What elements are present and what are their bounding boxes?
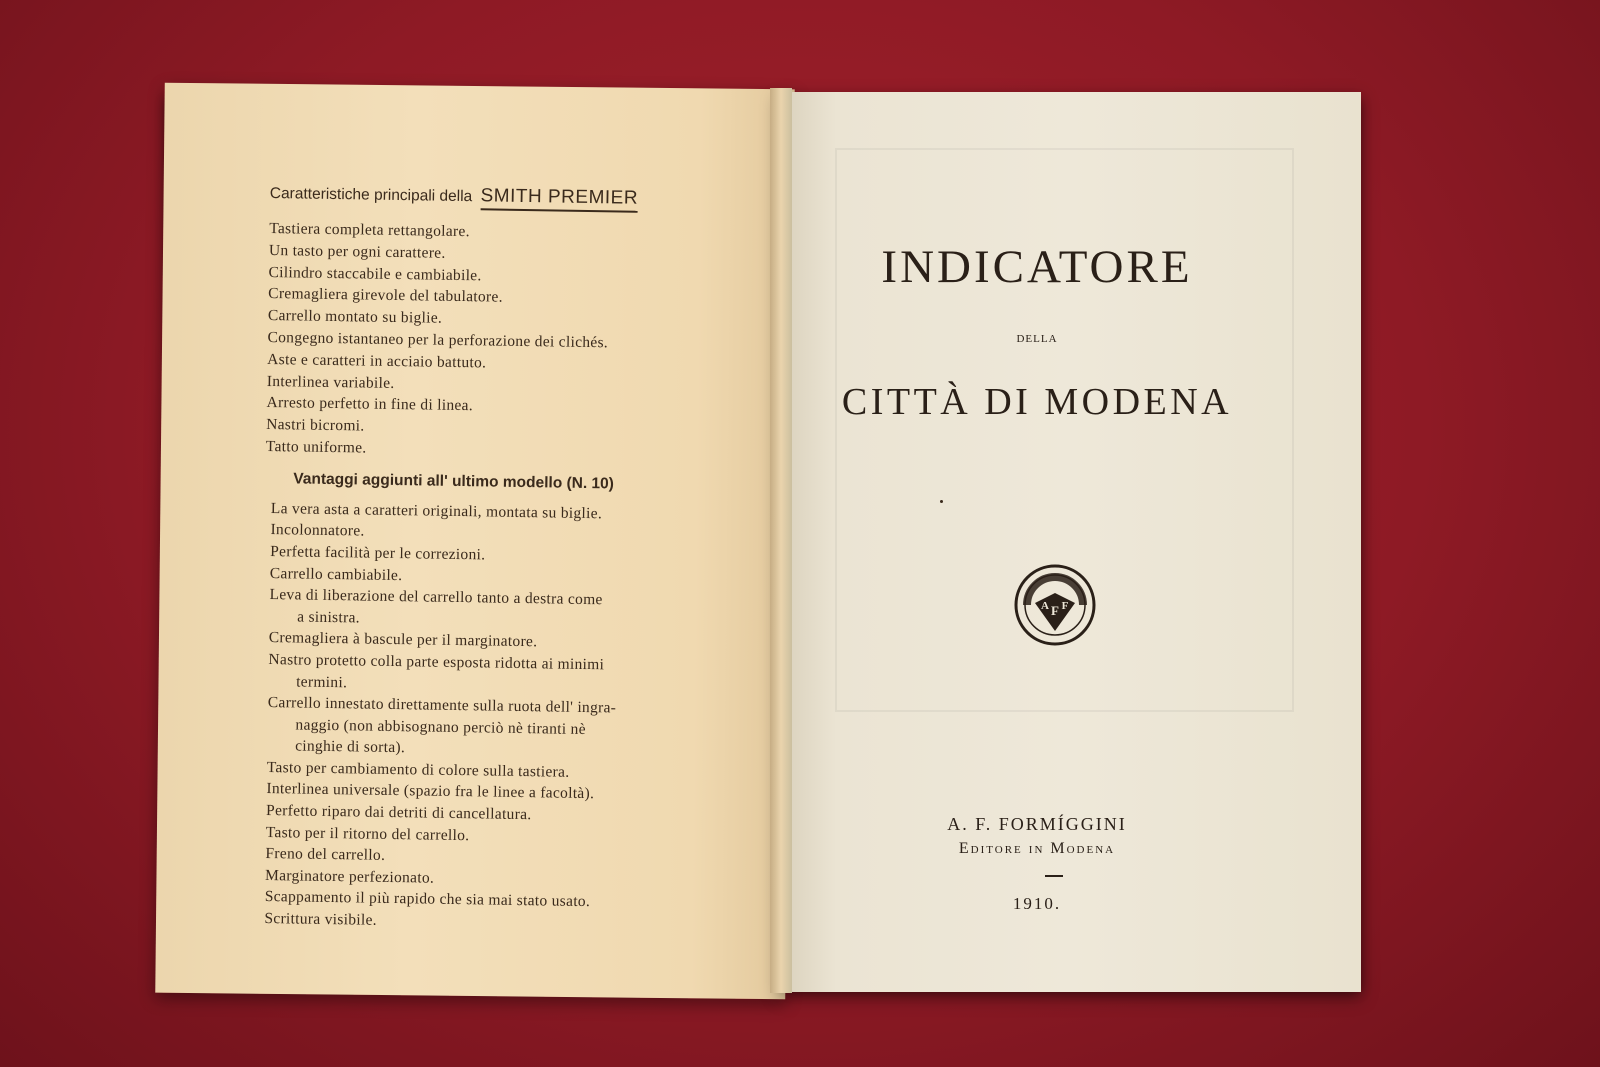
list-item-text: Tasto per il ritorno del carrello. [265,823,470,844]
list-item: Aste e caratteri in acciaio battuto. [267,350,487,372]
list-item: Congegno istantaneo per la perforazione dei clichés. [267,328,609,352]
list-item-text: Tasto per cambiamento di colore sulla tastiera. [266,758,570,781]
heading-brand: SMITH PREMIER [480,185,638,212]
publisher-location: Editore in Modena [958,840,1116,857]
list-item-text: Nastro protetto colla parte esposta ridotta ai minimi [268,650,605,674]
list-item: Tastiera completa rettangolare. [269,219,470,241]
list-item: Un tasto per ogni carattere. [268,241,446,262]
list-item-text: Incolonnatore. [270,521,365,540]
list-item: Arresto perfetto in fine di linea. [266,394,474,415]
advantages-heading: Vantaggi aggiunti all' ultimo modello (N. 10) [293,470,615,493]
list-item [261,692,732,743]
title-city: CITTÀ DI MODENA [841,381,1233,423]
list-item-continuation: termini. [296,672,348,691]
list-item: Cilindro staccabile e cambiabile. [268,263,482,284]
book-title: INDICATORE [881,241,1193,293]
title-rule [1045,875,1063,877]
publisher-emblem-icon [1013,563,1097,647]
list-item-text: Scrittura visibile. [264,910,378,929]
list-item: Carrello montato su biglie. [267,307,443,327]
heading-prefix: Caratteristiche principali della [269,184,473,206]
list-item-text: Cremagliera à bascule per il marginatore. [268,629,538,651]
list-item-text: Carrello innestato direttamente sulla ruota dell' ingra- [267,694,617,717]
left-page-text [258,182,740,937]
list-item: Interlinea variabile. [266,372,395,392]
list-item: Nastri bicromi. [266,416,365,435]
feature-list [266,218,740,465]
list-item-continuation: naggio (non abbisognano perciò nè tiranti nè [295,716,586,738]
ink-dot [940,500,943,503]
list-item-text: Carrello cambiabile. [269,564,403,584]
list-item-text: Scappamento il più rapido che sia mai stato usato. [264,888,591,911]
advantages-list [258,498,735,937]
title-della: DELLA [1016,333,1058,345]
list-item-text: Interlinea universale (spazio fra le linee a facoltà). [266,780,595,803]
list-item-text: Marginatore perfezionato. [264,866,435,887]
svg-text:F: F [1061,600,1069,612]
book-gutter [770,88,792,993]
list-item-text: Perfetto riparo dai detriti di cancellatura. [265,802,532,824]
publisher-name: A. F. FORMÍGGINI [947,814,1127,834]
list-item [263,584,734,635]
list-item-text: Perfetta facilità per le correzioni. [270,543,486,564]
list-item-text: Leva di liberazione del carrello tanto a destra come [269,586,603,609]
list-item [262,649,733,700]
list-item-continuation: cinghie di sorta). [295,737,406,757]
list-item-text: La vera asta a caratteri originali, montata su biglie. [270,499,603,523]
list-item: Cremagliera girevole del tabulatore. [268,285,503,307]
list-item: Tatto uniforme. [265,437,367,457]
svg-text:A: A [1041,600,1049,612]
svg-text:F: F [1051,603,1059,618]
publication-year: 1910. [1012,894,1062,913]
list-item-text: Freno del carrello. [265,845,386,865]
list-item-continuation: a sinistra. [297,608,361,627]
